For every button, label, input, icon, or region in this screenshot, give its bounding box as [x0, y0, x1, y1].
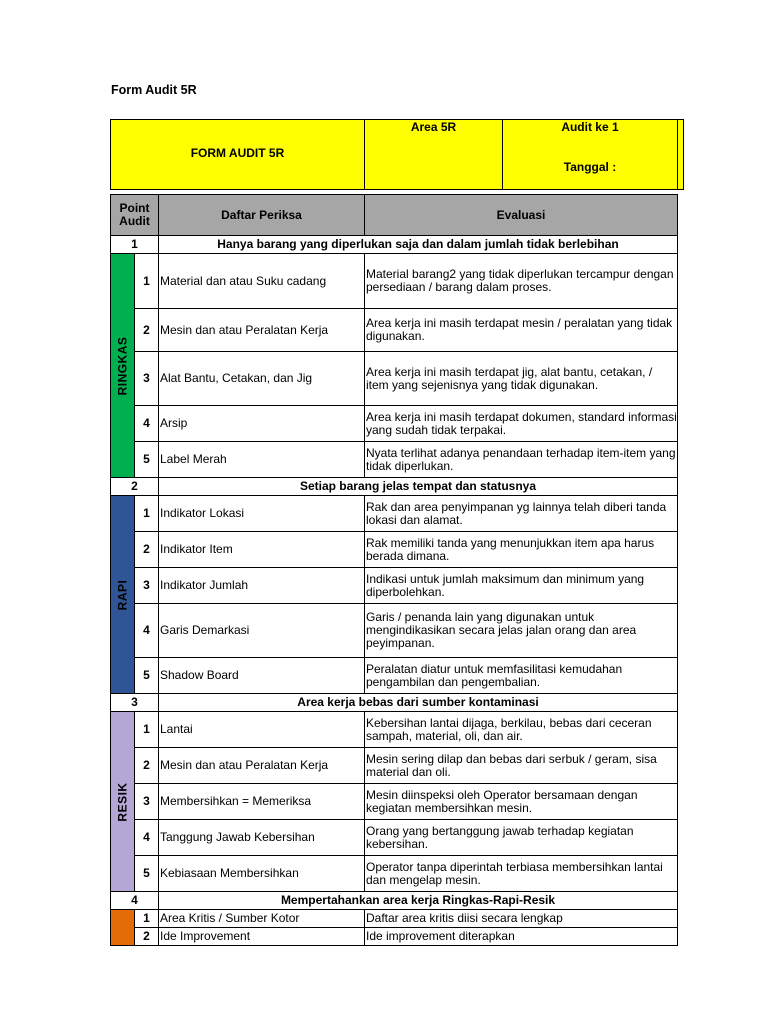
section-header-row: [111, 478, 678, 496]
item-label: Material dan atau Suku cadang: [159, 254, 365, 309]
form-title: FORM AUDIT 5R: [190, 146, 285, 160]
item-label: Tanggung Jawab Kebersihan: [159, 820, 365, 856]
section-header-row: [111, 694, 678, 712]
page-title: Form Audit 5R: [111, 83, 197, 97]
item-evaluation: Orang yang bertanggung jawab terhadap kegiatan kebersihan.: [365, 820, 678, 856]
item-number: 1: [135, 496, 159, 532]
item-number: 1: [135, 910, 159, 928]
item-label: Indikator Lokasi: [159, 496, 365, 532]
section-title: Hanya barang yang diperlukan saja dan dalam jumlah tidak berlebihan: [159, 236, 678, 254]
table-row: [111, 309, 678, 352]
table-row: [111, 532, 678, 568]
item-evaluation: Mesin diinspeksi oleh Operator bersamaan dengan kegiatan membersihkan mesin.: [365, 784, 678, 820]
item-label: Lantai: [159, 712, 365, 748]
section-number: 2: [111, 478, 159, 496]
area-label: Area 5R: [410, 120, 457, 134]
area-cell: [365, 120, 503, 190]
table-row: [111, 856, 678, 892]
item-number: 3: [135, 568, 159, 604]
section-number: 1: [111, 236, 159, 254]
item-label: Mesin dan atau Peralatan Kerja: [159, 748, 365, 784]
table-row: [111, 442, 678, 478]
item-evaluation: Area kerja ini masih terdapat mesin / peralatan yang tidak digunakan.: [365, 309, 678, 352]
section-number: 3: [111, 694, 159, 712]
form-header: [110, 119, 684, 190]
item-label: Indikator Jumlah: [159, 568, 365, 604]
side-label-resik: RESIK: [111, 712, 135, 892]
section-header-row: [111, 892, 678, 910]
item-evaluation: Rak dan area penyimpanan yg lainnya telah diberi tanda lokasi dan alamat.: [365, 496, 678, 532]
item-evaluation: Mesin sering dilap dan bebas dari serbuk / geram, sisa material dan oli.: [365, 748, 678, 784]
item-label: Label Merah: [159, 442, 365, 478]
col-daftar-periksa: Daftar Periksa: [159, 195, 365, 236]
item-number: 2: [135, 928, 159, 946]
audit-table: [110, 194, 678, 946]
table-row: [111, 604, 678, 658]
col-evaluasi: Evaluasi: [365, 195, 678, 236]
section-title: Area kerja bebas dari sumber kontaminasi: [159, 694, 678, 712]
table-row: [111, 928, 678, 946]
item-number: 4: [135, 604, 159, 658]
tanggal-label: Tanggal :: [563, 160, 617, 174]
side-label-ringkas: RINGKAS: [111, 254, 135, 478]
item-number: 2: [135, 532, 159, 568]
item-evaluation: Rak memiliki tanda yang menunjukkan item apa harus berada dimana.: [365, 532, 678, 568]
table-row: [111, 568, 678, 604]
table-row: [111, 748, 678, 784]
item-label: Area Kritis / Sumber Kotor: [159, 910, 365, 928]
audit-label: Audit ke 1: [561, 120, 619, 134]
item-evaluation: Ide improvement diterapkan: [365, 928, 678, 946]
item-number: 5: [135, 856, 159, 892]
item-number: 5: [135, 658, 159, 694]
item-label: Ide Improvement: [159, 928, 365, 946]
item-number: 2: [135, 309, 159, 352]
column-header-row: [111, 195, 678, 236]
table-row: [111, 658, 678, 694]
col-point-audit: Point Audit: [111, 195, 159, 236]
table-row: [111, 352, 678, 406]
item-number: 3: [135, 352, 159, 406]
item-number: 3: [135, 784, 159, 820]
item-number: 2: [135, 748, 159, 784]
item-label: Garis Demarkasi: [159, 604, 365, 658]
item-label: Kebiasaan Membersihkan: [159, 856, 365, 892]
item-evaluation: Nyata terlihat adanya penandaan terhadap item-item yang tidak diperlukan.: [365, 442, 678, 478]
section-title: Mempertahankan area kerja Ringkas-Rapi-Resik: [159, 892, 678, 910]
item-evaluation: Kebersihan lantai dijaga, berkilau, bebas dari ceceran sampah, material, oli, dan air.: [365, 712, 678, 748]
item-number: 4: [135, 820, 159, 856]
item-evaluation: Garis / penanda lain yang digunakan untuk mengindikasikan secara jelas jalan orang dan area peyimpanan.: [365, 604, 678, 658]
table-row: [111, 406, 678, 442]
item-evaluation: Indikasi untuk jumlah maksimum dan minimum yang diperbolehkan.: [365, 568, 678, 604]
table-row: [111, 784, 678, 820]
section-title: Setiap barang jelas tempat dan statusnya: [159, 478, 678, 496]
side-label-rawat: [111, 910, 135, 946]
item-label: Arsip: [159, 406, 365, 442]
side-label-rapi: RAPI: [111, 496, 135, 694]
item-label: Shadow Board: [159, 658, 365, 694]
table-row: [111, 254, 678, 309]
section-header-row: [111, 236, 678, 254]
item-evaluation: Area kerja ini masih terdapat dokumen, standard informasi yang sudah tidak terpakai.: [365, 406, 678, 442]
item-evaluation: Peralatan diatur untuk memfasilitasi kemudahan pengambilan dan pengembalian.: [365, 658, 678, 694]
item-number: 1: [135, 254, 159, 309]
item-number: 5: [135, 442, 159, 478]
item-label: Membersihkan = Memeriksa: [159, 784, 365, 820]
item-label: Mesin dan atau Peralatan Kerja: [159, 309, 365, 352]
table-row: [111, 712, 678, 748]
item-evaluation: Daftar area kritis diisi secara lengkap: [365, 910, 678, 928]
item-number: 4: [135, 406, 159, 442]
item-evaluation: Area kerja ini masih terdapat jig, alat bantu, cetakan, / item yang sejenisnya yang tidak digunakan.: [365, 352, 678, 406]
item-evaluation: Material barang2 yang tidak diperlukan tercampur dengan persediaan / barang dalam proses.: [365, 254, 678, 309]
item-label: Indikator Item: [159, 532, 365, 568]
table-row: [111, 910, 678, 928]
table-row: [111, 820, 678, 856]
item-evaluation: Operator tanpa diperintah terbiasa membersihkan lantai dan mengelap mesin.: [365, 856, 678, 892]
header-edge-cell: [678, 120, 684, 190]
form-title-cell: [111, 120, 365, 190]
item-label: Alat Bantu, Cetakan, dan Jig: [159, 352, 365, 406]
item-number: 1: [135, 712, 159, 748]
audit-cell: [503, 120, 678, 190]
section-number: 4: [111, 892, 159, 910]
table-row: [111, 496, 678, 532]
